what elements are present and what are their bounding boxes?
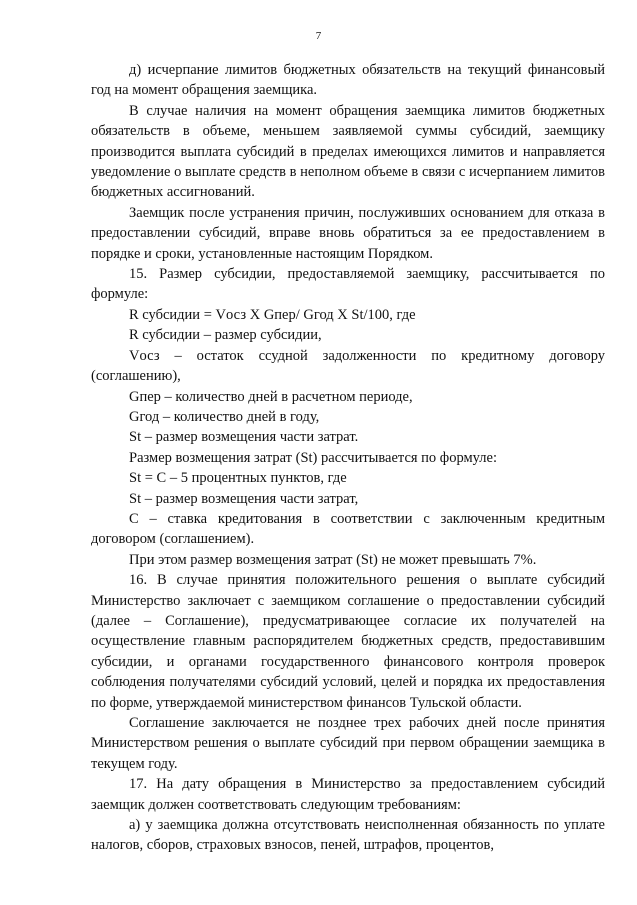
paragraph: Соглашение заключается не позднее трех рабочих дней после принятия Министерством решения о выплате субсидий при первом обращении заемщика в текущем году. (91, 715, 605, 772)
paragraph: 15. Размер субсидии, предоставляемой заемщику, рассчитывается по формуле: (91, 266, 605, 303)
paragraph: 17. На дату обращения в Министерство за предоставлением субсидий заемщик должен соответствовать следующим требованиям: (91, 776, 605, 813)
formula-line: Gпер – количество дней в расчетном периоде, (129, 388, 413, 405)
paragraph: В случае наличия на момент обращения заемщика лимитов бюджетных обязательств в объеме, меньшем заявляемой суммы субсидий, заемщику производится выплата субсидий в пределах имеющихся лимитов и направляется уведомление о выплате средств в неполном объеме в связи с исчерпанием лимитов бюджетных ассигнований. (91, 102, 605, 201)
paragraph: 16. В случае принятия положительного решения о выплате субсидий Министерство заключает с заемщиком соглашение о предоставлении субсидий (далее – Соглашение), предусматривающее согласие их получателей на осуществление главным распорядителем бюджетных средств, предоставившим субсидии, и органами государственного финансового контроля проверок соблюдения получателями субсидий условий, целей и порядка их предоставления по форме, утверждаемой министерством финансов Тульской области. (91, 572, 605, 711)
page-number: 7 (315, 30, 322, 42)
paragraph: а) у заемщика должна отсутствовать неисполненная обязанность по уплате налогов, сборов, страховых взносов, пеней, штрафов, процентов, (91, 817, 605, 854)
formula-line: R субсидии = Vосз X Gпер/ Gгод X St/100, где (129, 306, 416, 323)
formula-line: R субсидии – размер субсидии, (129, 327, 322, 344)
formula-line: St – размер возмещения части затрат, (129, 490, 359, 507)
formula-line: Vосз – остаток ссудной задолженности по кредитному договору (соглашению), (91, 347, 605, 385)
paragraph: При этом размер возмещения затрат (St) не может превышать 7%. (129, 551, 537, 568)
formula-line: St = С – 5 процентных пунктов, где (129, 470, 347, 487)
paragraph: д) исчерпание лимитов бюджетных обязательств на текущий финансовый год на момент обращения заемщика. (91, 62, 605, 99)
document-body (91, 60, 605, 856)
formula-line: Gгод – количество дней в году, (129, 408, 320, 425)
formula-line: С – ставка кредитования в соответствии с заключенным кредитным договором (соглашением). (91, 510, 605, 548)
paragraph: Размер возмещения затрат (St) рассчитывается по формуле: (129, 449, 497, 466)
paragraph: Заемщик после устранения причин, послуживших основанием для отказа в предоставлении субсидий, вправе вновь обратиться за ее предоставлением в порядке и сроки, установленные настоящим Порядком. (91, 204, 605, 262)
formula-line: St – размер возмещения части затрат. (129, 429, 359, 446)
